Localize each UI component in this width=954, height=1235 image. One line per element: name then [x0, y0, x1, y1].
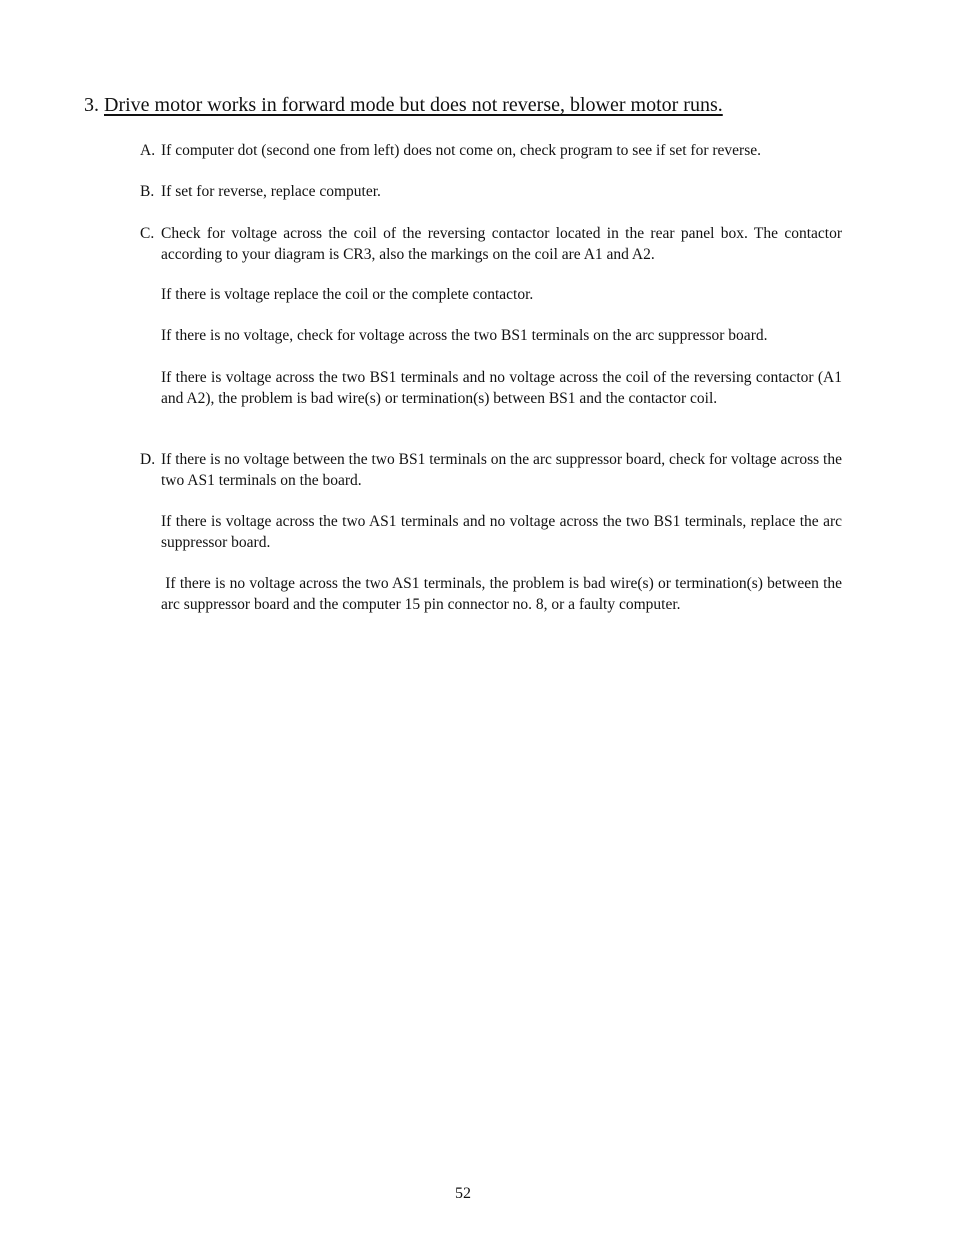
section-heading [84, 92, 864, 118]
item-letter: A. [140, 142, 156, 159]
paragraph-c3: If there is voltage across the two BS1 terminals and no voltage across the coil of the reversing contactor (A1 and A2), the problem is bad wire(s) or termination(s) between BS1 and the contactor coil. [161, 369, 842, 407]
paragraph-d1: If there is voltage across the two AS1 terminals and no voltage across the two BS1 terminals, replace the arc suppressor board. [161, 513, 842, 551]
item-b [140, 182, 842, 203]
item-d [140, 450, 842, 491]
paragraph-c1: If there is voltage replace the coil or the complete contactor. [161, 286, 534, 303]
item-text: If computer dot (second one from left) does not come on, check program to see if set for reverse. [161, 142, 761, 159]
paragraph-d2: If there is no voltage across the two AS1 terminals, the problem is bad wire(s) or termination(s) between the arc suppressor board and the computer 15 pin connector no. 8, or a faulty computer. [161, 575, 846, 613]
item-letter: C. [140, 225, 155, 242]
item-text: Check for voltage across the coil of the reversing contactor located in the rear panel box. The contactor according to your diagram is CR3, also the markings on the coil are A1 and A2. [161, 225, 842, 263]
item-text: If there is no voltage between the two BS1 terminals on the arc suppressor board, check for voltage across the two AS1 terminals on the board. [161, 451, 842, 489]
item-c [140, 224, 842, 265]
item-letter: B. [140, 183, 155, 200]
item-letter: D. [140, 451, 156, 468]
page-number: 52 [455, 1185, 471, 1202]
item-text: If set for reverse, replace computer. [161, 183, 381, 200]
section-number: 3. [84, 94, 99, 116]
paragraph-c2: If there is no voltage, check for voltage across the two BS1 terminals on the arc suppressor board. [161, 327, 768, 344]
section-title: Drive motor works in forward mode but does not reverse, blower motor runs. [104, 94, 723, 116]
item-a [140, 141, 842, 162]
